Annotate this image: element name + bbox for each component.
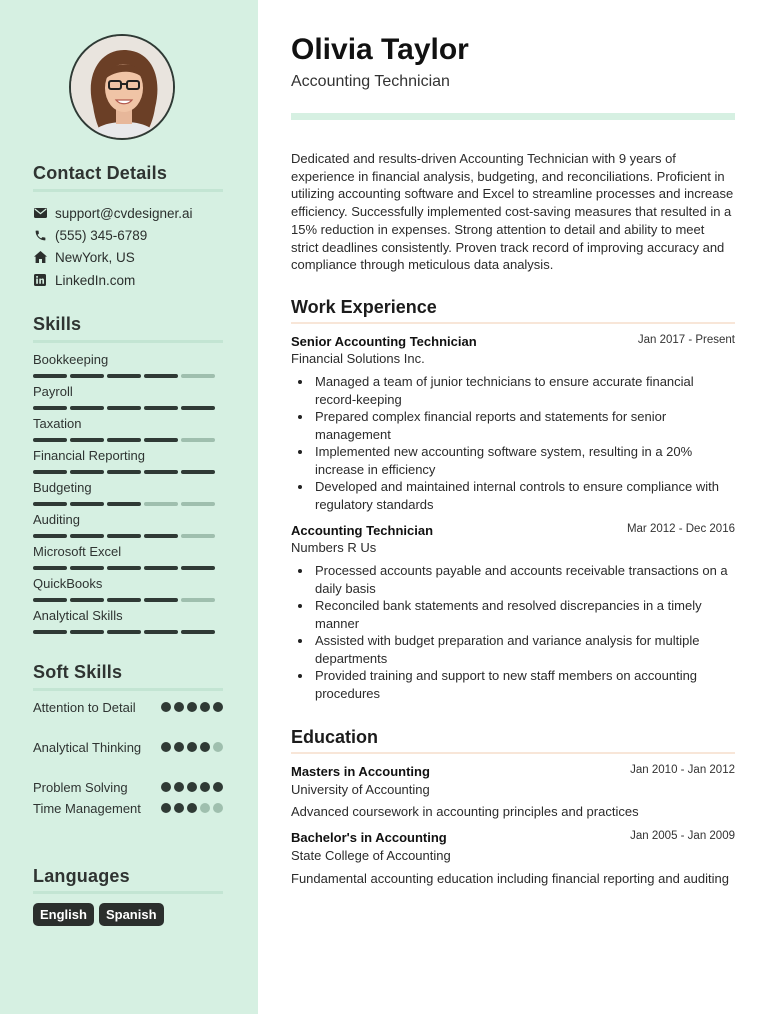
soft-skill-row xyxy=(33,779,223,797)
list-item: Developed and maintained internal controls to ensure compliance with regulatory standards xyxy=(315,478,735,513)
skill-level-bar xyxy=(33,406,223,410)
soft-skill-rating xyxy=(161,782,223,797)
list-item: Processed accounts payable and accounts receivable transactions on a daily basis xyxy=(315,562,735,597)
rating-dot xyxy=(213,702,223,712)
skill-level-segment xyxy=(70,406,104,410)
list-item: Implemented new accounting software system, resulting in a 20% increase in efficiency xyxy=(315,443,735,478)
rating-dot xyxy=(200,803,210,813)
contact-linkedin-text: LinkedIn.com xyxy=(55,272,136,288)
education-degree: Masters in Accounting xyxy=(291,764,430,779)
skill-name: Payroll xyxy=(33,384,73,399)
skill-level-segment xyxy=(70,374,104,378)
skill-level-segment xyxy=(181,438,215,442)
skill-level-segment xyxy=(107,438,141,442)
rating-dot xyxy=(213,782,223,792)
contact-email[interactable] xyxy=(33,203,193,223)
skill-level-segment xyxy=(70,470,104,474)
profile-photo-icon xyxy=(71,36,175,140)
education-school: State College of Accounting xyxy=(291,848,451,863)
skill-name: Auditing xyxy=(33,512,80,527)
skill-level-segment xyxy=(33,406,67,410)
rating-dot xyxy=(187,702,197,712)
skill-level-bar xyxy=(33,630,223,634)
skill-level-segment xyxy=(144,438,178,442)
contact-location-text: NewYork, US xyxy=(55,249,135,265)
skill-level-segment xyxy=(144,566,178,570)
skill-level-segment xyxy=(33,470,67,474)
rating-dot xyxy=(187,803,197,813)
candidate-title: Accounting Technician xyxy=(291,73,450,90)
contact-divider xyxy=(33,189,223,192)
soft-skill-name: Analytical Thinking xyxy=(33,740,142,755)
skill-level-segment xyxy=(70,630,104,634)
skill-name: Financial Reporting xyxy=(33,448,146,463)
job-bullets xyxy=(315,373,735,513)
skill-level-bar xyxy=(33,502,223,506)
skill-name: Microsoft Excel xyxy=(33,544,122,559)
skill-level-segment xyxy=(181,374,215,378)
skill-name: Bookkeeping xyxy=(33,352,109,367)
skill-name: QuickBooks xyxy=(33,576,103,591)
education-description: Advanced coursework in accounting principles and practices xyxy=(291,804,639,819)
job-role: Accounting Technician xyxy=(291,523,434,538)
rating-dot xyxy=(161,782,171,792)
skill-level-segment xyxy=(181,406,215,410)
skill-level-segment xyxy=(181,598,215,602)
rating-dot xyxy=(187,782,197,792)
contact-location xyxy=(33,247,135,267)
list-item: Prepared complex financial reports and statements for senior management xyxy=(315,408,735,443)
rating-dot xyxy=(200,782,210,792)
job-bullets xyxy=(315,562,735,702)
list-item: Managed a team of junior technicians to ensure accurate financial record-keeping xyxy=(315,373,735,408)
home-icon xyxy=(33,250,47,264)
skill-level-segment xyxy=(33,438,67,442)
skill-level-bar xyxy=(33,470,223,474)
skill-level-segment xyxy=(181,470,215,474)
skill-level-segment xyxy=(144,374,178,378)
skill-row xyxy=(33,480,223,506)
skill-level-segment xyxy=(70,502,104,506)
skill-row xyxy=(33,544,223,570)
work-heading: Work Experience xyxy=(291,297,437,317)
job-company: Numbers R Us xyxy=(291,540,377,555)
job-role: Senior Accounting Technician xyxy=(291,334,477,349)
education-date: Jan 2005 - Jan 2009 xyxy=(630,830,735,842)
skill-row xyxy=(33,512,223,538)
skill-level-segment xyxy=(181,566,215,570)
contact-phone-text: (555) 345-6789 xyxy=(55,227,148,243)
skill-level-bar xyxy=(33,598,223,602)
rating-dot xyxy=(161,742,171,752)
education-divider xyxy=(291,752,735,754)
skill-level-segment xyxy=(181,534,215,538)
sidebar xyxy=(0,0,258,1014)
education-date: Jan 2010 - Jan 2012 xyxy=(630,764,735,776)
rating-dot xyxy=(187,742,197,752)
skill-level-segment xyxy=(33,566,67,570)
skill-level-bar xyxy=(33,374,223,378)
skill-level-bar xyxy=(33,566,223,570)
skills-divider xyxy=(33,340,223,343)
education-heading: Education xyxy=(291,727,379,747)
skill-level-bar xyxy=(33,438,223,442)
rating-dot xyxy=(174,803,184,813)
skill-level-segment xyxy=(33,598,67,602)
rating-dot xyxy=(213,742,223,752)
skill-level-segment xyxy=(107,470,141,474)
list-item: Assisted with budget preparation and variance analysis for multiple departments xyxy=(315,632,735,667)
education-school: University of Accounting xyxy=(291,782,430,797)
skills-heading: Skills xyxy=(33,314,82,334)
list-item: Provided training and support to new staff members on accounting procedures xyxy=(315,667,735,702)
header-accent-bar xyxy=(291,113,735,120)
job-company: Financial Solutions Inc. xyxy=(291,351,425,366)
soft-skill-row xyxy=(33,800,223,818)
language-badge: Spanish xyxy=(99,903,164,926)
skill-row xyxy=(33,448,223,474)
list-item: Reconciled bank statements and resolved discrepancies in a timely manner xyxy=(315,597,735,632)
candidate-name: Olivia Taylor xyxy=(291,33,469,66)
contact-linkedin[interactable] xyxy=(33,270,135,290)
skill-level-segment xyxy=(107,598,141,602)
soft-skill-rating xyxy=(161,803,223,818)
skill-name: Taxation xyxy=(33,416,82,431)
skill-row xyxy=(33,416,223,442)
skill-level-bar xyxy=(33,534,223,538)
skill-level-segment xyxy=(107,374,141,378)
linkedin-icon xyxy=(33,273,47,287)
skill-row xyxy=(33,608,223,634)
skill-level-segment xyxy=(70,534,104,538)
skill-level-segment xyxy=(144,470,178,474)
rating-dot xyxy=(200,702,210,712)
envelope-icon xyxy=(33,206,47,220)
rating-dot xyxy=(161,702,171,712)
skill-level-segment xyxy=(181,630,215,634)
rating-dot xyxy=(213,803,223,813)
profile-summary: Dedicated and results-driven Accounting Technician with 9 years of experience in financial analysis, budgeting, and reconciliations. Proficient in utilizing accounting software and Excel to streamline processes and increase efficiency. Successfully implemented cost-saving measures that resulted in a 15% reduction in expenses. Strong attention to detail and ability to meet strict deadlines consistently. Proven track record of improving accuracy and compliance through meticulous data analysis. xyxy=(291,151,734,273)
soft-skill-name: Attention to Detail xyxy=(33,700,136,715)
rating-dot xyxy=(174,702,184,712)
soft-skill-name: Problem Solving xyxy=(33,780,128,795)
education-description: Fundamental accounting education including financial reporting and auditing xyxy=(291,871,729,886)
skill-level-segment xyxy=(107,502,141,506)
skill-row xyxy=(33,384,223,410)
job-date: Jan 2017 - Present xyxy=(637,334,735,346)
soft-skill-name: Time Management xyxy=(33,801,141,816)
skill-level-segment xyxy=(107,566,141,570)
skill-level-segment xyxy=(144,598,178,602)
skill-level-segment xyxy=(181,502,215,506)
phone-icon xyxy=(33,228,47,242)
job-header xyxy=(291,523,735,538)
contact-heading: Contact Details xyxy=(33,163,168,183)
soft-skills-heading: Soft Skills xyxy=(33,662,123,682)
languages-divider xyxy=(33,891,223,894)
skill-level-segment xyxy=(33,534,67,538)
contact-email-text: support@cvdesigner.ai xyxy=(55,205,193,221)
education-degree: Bachelor's in Accounting xyxy=(291,830,447,845)
soft-skills-divider xyxy=(33,688,223,691)
skill-level-segment xyxy=(70,598,104,602)
skill-row xyxy=(33,576,223,602)
skill-level-segment xyxy=(107,534,141,538)
language-badge: English xyxy=(33,903,94,926)
rating-dot xyxy=(174,742,184,752)
soft-skill-row xyxy=(33,699,223,717)
skill-level-segment xyxy=(144,630,178,634)
languages-heading: Languages xyxy=(33,866,130,886)
skill-level-segment xyxy=(70,566,104,570)
skill-level-segment xyxy=(107,406,141,410)
skill-level-segment xyxy=(33,630,67,634)
soft-skill-row xyxy=(33,739,223,757)
skill-level-segment xyxy=(33,374,67,378)
work-divider xyxy=(291,322,735,324)
skill-level-segment xyxy=(144,502,178,506)
soft-skill-rating xyxy=(161,702,223,717)
rating-dot xyxy=(161,803,171,813)
education-header xyxy=(291,764,735,779)
avatar xyxy=(69,34,175,140)
skill-name: Analytical Skills xyxy=(33,608,123,623)
education-header xyxy=(291,830,735,845)
rating-dot xyxy=(200,742,210,752)
skill-level-segment xyxy=(70,438,104,442)
contact-phone[interactable] xyxy=(33,225,147,245)
rating-dot xyxy=(174,782,184,792)
skill-level-segment xyxy=(144,534,178,538)
languages-list xyxy=(33,903,164,926)
skill-level-segment xyxy=(33,502,67,506)
skill-level-segment xyxy=(144,406,178,410)
soft-skill-rating xyxy=(161,742,223,757)
job-header xyxy=(291,334,735,349)
skill-level-segment xyxy=(107,630,141,634)
job-date: Mar 2012 - Dec 2016 xyxy=(626,523,735,535)
skill-row xyxy=(33,352,223,378)
skill-name: Budgeting xyxy=(33,480,92,495)
